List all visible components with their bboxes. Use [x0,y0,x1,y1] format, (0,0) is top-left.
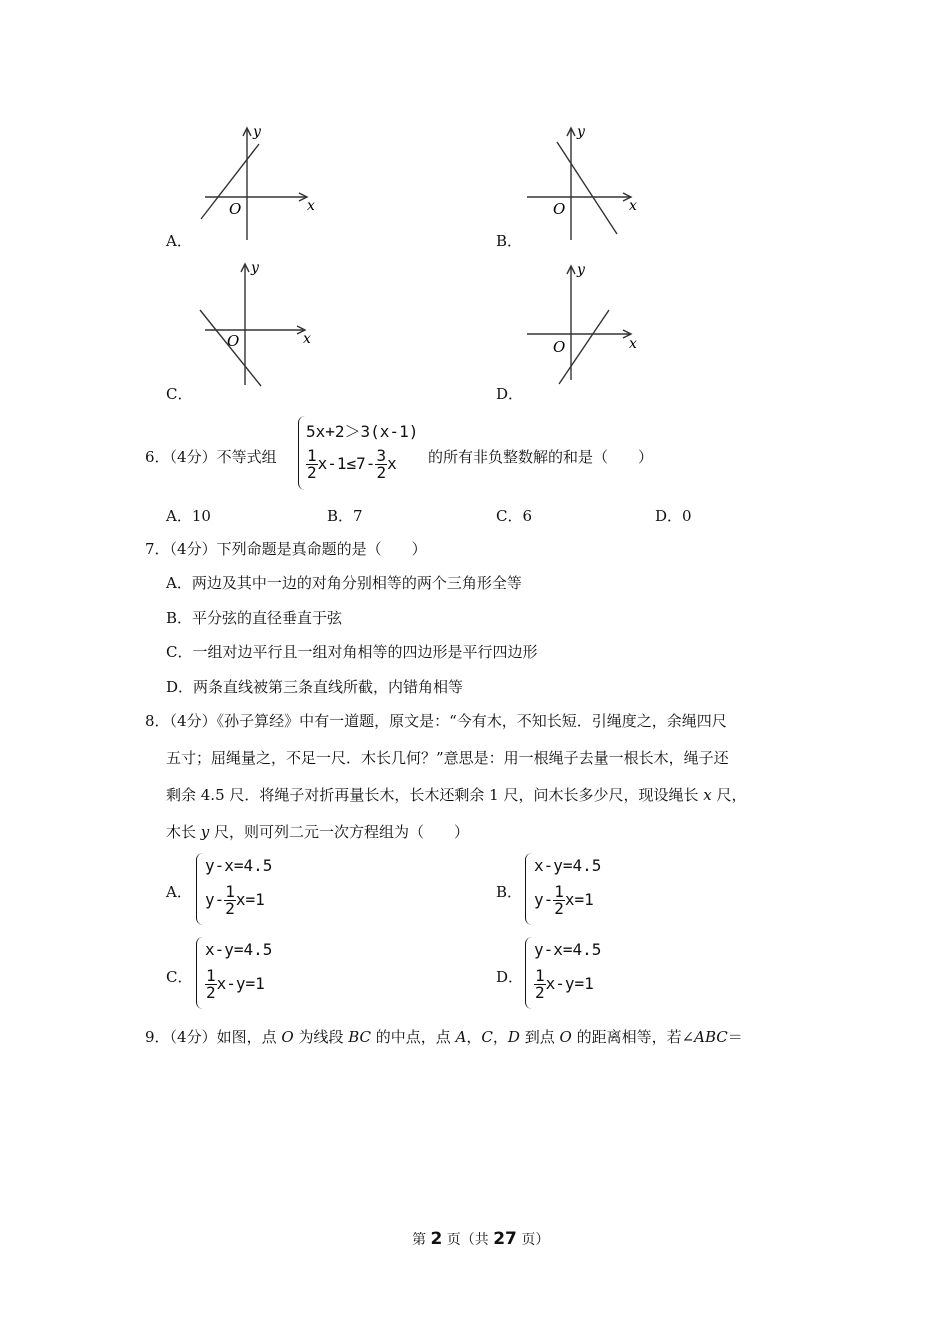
system-brace [525,937,532,1009]
q9-line-1 [145,1026,743,1047]
frac-num: 1 [554,882,564,901]
origin-label: O [227,332,240,350]
q8-score: （4分） [169,712,217,730]
q8-text-4a: 木长 [166,823,201,841]
q8-option-d-label: D． [496,968,524,986]
q8-text-1: 《孙子算经》中有一道题，原文是：“今有木，不知长短．引绳度之，余绳四尺 [216,712,727,730]
q9-text: ＝ [727,1028,743,1046]
q7-option-c[interactable] [166,641,538,662]
equation-1: x-y=4.5 [205,940,273,959]
graph-d-svg [525,262,655,392]
option-text: 6 [522,507,533,525]
option-label: B． [327,507,354,525]
q6-option-c[interactable] [496,505,532,526]
q8-line-3 [166,784,747,805]
origin-label: O [553,338,566,356]
option-text: 一组对边平行且一组对角相等的四边形是平行四边形 [192,643,538,661]
q7-header [145,538,427,559]
q9-var: A [455,1028,467,1046]
fraction [534,968,546,1001]
equation-2 [534,884,594,917]
option-label: C． [166,643,193,661]
equation-2 [205,884,265,917]
q8-option-c[interactable] [196,937,316,1011]
equation-1: y-x=4.5 [534,940,602,959]
q5-option-b-label: B． [496,232,523,250]
frac-num: 1 [535,966,545,985]
eq2-pre: y- [534,890,554,909]
q6-option-b[interactable] [327,505,363,526]
q9-text: 为线段 [293,1028,349,1046]
footer-text: 页（共 [442,1232,494,1248]
graph-option-d[interactable] [525,262,655,396]
x-axis-label: x [307,198,315,214]
q9-score: （4分） [169,1028,217,1046]
graph-line [557,142,617,234]
q7-number: 7． [145,540,170,558]
system-brace [196,853,203,925]
graph-option-c[interactable] [195,260,325,394]
q9-var: ABC [694,1028,728,1046]
q5-option-a-label: A． [166,232,192,250]
option-text: 0 [682,507,692,525]
graph-a-svg [195,122,325,242]
q9-text: 如图，点 [216,1028,282,1046]
footer-text: 页） [516,1232,550,1248]
eq2-post: x-y=1 [545,974,594,993]
q8-option-a[interactable] [196,853,316,927]
option-text: 两条直线被第三条直线所截，内错角相等 [193,678,464,696]
q7-option-a[interactable] [166,572,522,593]
graph-line [559,310,609,384]
q6-score: （4分） [169,448,217,466]
q6-number: 6． [145,448,170,466]
option-label: D． [166,678,194,696]
page-footer [412,1229,549,1249]
x-axis-label: x [303,331,311,347]
q8-option-b[interactable] [525,853,645,927]
option-label: A． [166,574,192,592]
q9-var: O [281,1028,294,1046]
q8-line-2: 五寸；屈绳量之，不足一尺．木长几何？”意思是：用一根绳子去量一根长木，绳子还 [166,749,729,767]
q8-line-1 [145,710,727,731]
frac-num: 3 [376,446,387,465]
option-text: 平分弦的直径垂直于弦 [192,609,343,627]
eq2-post: x=1 [564,890,594,909]
q7-stem: 下列命题是真命题的是（ ） [216,540,427,558]
y-axis-label: y [253,124,261,140]
fraction [224,884,236,917]
option-text: 7 [353,507,363,525]
q9-text: 的距离相等，若∠ [571,1028,695,1046]
var-y: y [200,823,210,841]
y-axis-label: y [577,262,585,278]
q6-system [298,416,428,492]
q8-option-a-label: A． [166,883,192,901]
frac-den: 2 [206,983,216,1002]
equation-2 [534,968,594,1001]
q9-text: ， [466,1028,482,1046]
eq2-post: x-y=1 [216,974,265,993]
q8-number: 8． [145,712,170,730]
frac-den: 2 [554,899,564,918]
option-label: B． [166,609,193,627]
q6-option-d[interactable] [655,505,692,526]
option-label: C． [496,507,523,525]
q9-var: D [507,1028,520,1046]
q6-tail: 的所有非负整数解的和是（ ） [428,448,654,466]
frac-num: 1 [206,966,216,985]
graph-b-svg [525,122,655,242]
footer-text: 第 [412,1232,431,1248]
option-label: A． [166,507,192,525]
ineq-2-tail: x [387,454,397,473]
option-text: 10 [191,507,211,525]
origin-label: O [229,200,242,218]
q6-ineq-2 [306,448,397,481]
frac-den: 2 [376,463,387,482]
q9-text: 的中点，点 [371,1028,456,1046]
q8-text-4b: 尺，则可列二元一次方程组为（ ） [209,823,470,841]
q8-text-3a: 剩余 4.5 尺．将绳子对折再量长木，长木还剩余 1 尺，问木长多少尺，现设绳长 [166,786,704,804]
system-brace [196,937,203,1009]
graph-option-b[interactable] [525,122,655,246]
frac-den: 2 [225,899,235,918]
q9-text: 到点 [519,1028,560,1046]
q8-option-b-label: B． [496,883,523,901]
q6-header [145,446,277,467]
equation-1: y-x=4.5 [205,856,273,875]
option-text: 两边及其中一边的对角分别相等的两个三角形全等 [191,574,522,592]
q8-option-c-label: C． [166,968,193,986]
q9-var: BC [348,1028,372,1046]
page-number: 2 [430,1229,443,1249]
frac-num: 1 [225,882,235,901]
q6-option-a[interactable] [166,505,211,526]
page-total: 27 [493,1229,517,1249]
frac-num: 1 [307,446,317,465]
q6-ineq-1: 5x+2＞3(x-1) [306,422,419,441]
var-x: x [703,786,712,804]
q7-score: （4分） [169,540,217,558]
q5-option-c-label: C． [166,385,193,403]
q8-line-4 [166,821,469,842]
system-brace [525,853,532,925]
system-brace [298,416,305,490]
y-axis-label: y [577,124,585,140]
x-axis-label: x [629,336,637,352]
frac-den: 2 [535,983,545,1002]
q7-option-b[interactable] [166,607,342,628]
x-axis-label: x [629,198,637,214]
frac-den: 2 [307,463,317,482]
graph-option-a[interactable] [195,122,325,246]
fraction [205,968,217,1001]
fraction [553,884,565,917]
q9-number: 9． [145,1028,170,1046]
q9-var: O [559,1028,572,1046]
graph-c-svg [195,260,325,390]
eq2-post: x=1 [235,890,265,909]
q6-lead: 不等式组 [216,448,277,466]
q5-option-d-label: D． [496,385,524,403]
fraction [306,448,318,481]
q9-var: C [481,1028,493,1046]
eq2-pre: y- [205,890,225,909]
y-axis-label: y [251,260,259,276]
equation-1: x-y=4.5 [534,856,602,875]
q7-option-d[interactable] [166,676,463,697]
origin-label: O [553,200,566,218]
q8-option-d[interactable] [525,937,645,1011]
equation-2 [205,968,265,1001]
q8-text-3b: 尺， [711,786,747,804]
fraction [375,448,387,481]
option-label: D． [655,507,683,525]
q9-text: ， [492,1028,508,1046]
ineq-2-mid: x-1≤7- [317,454,376,473]
